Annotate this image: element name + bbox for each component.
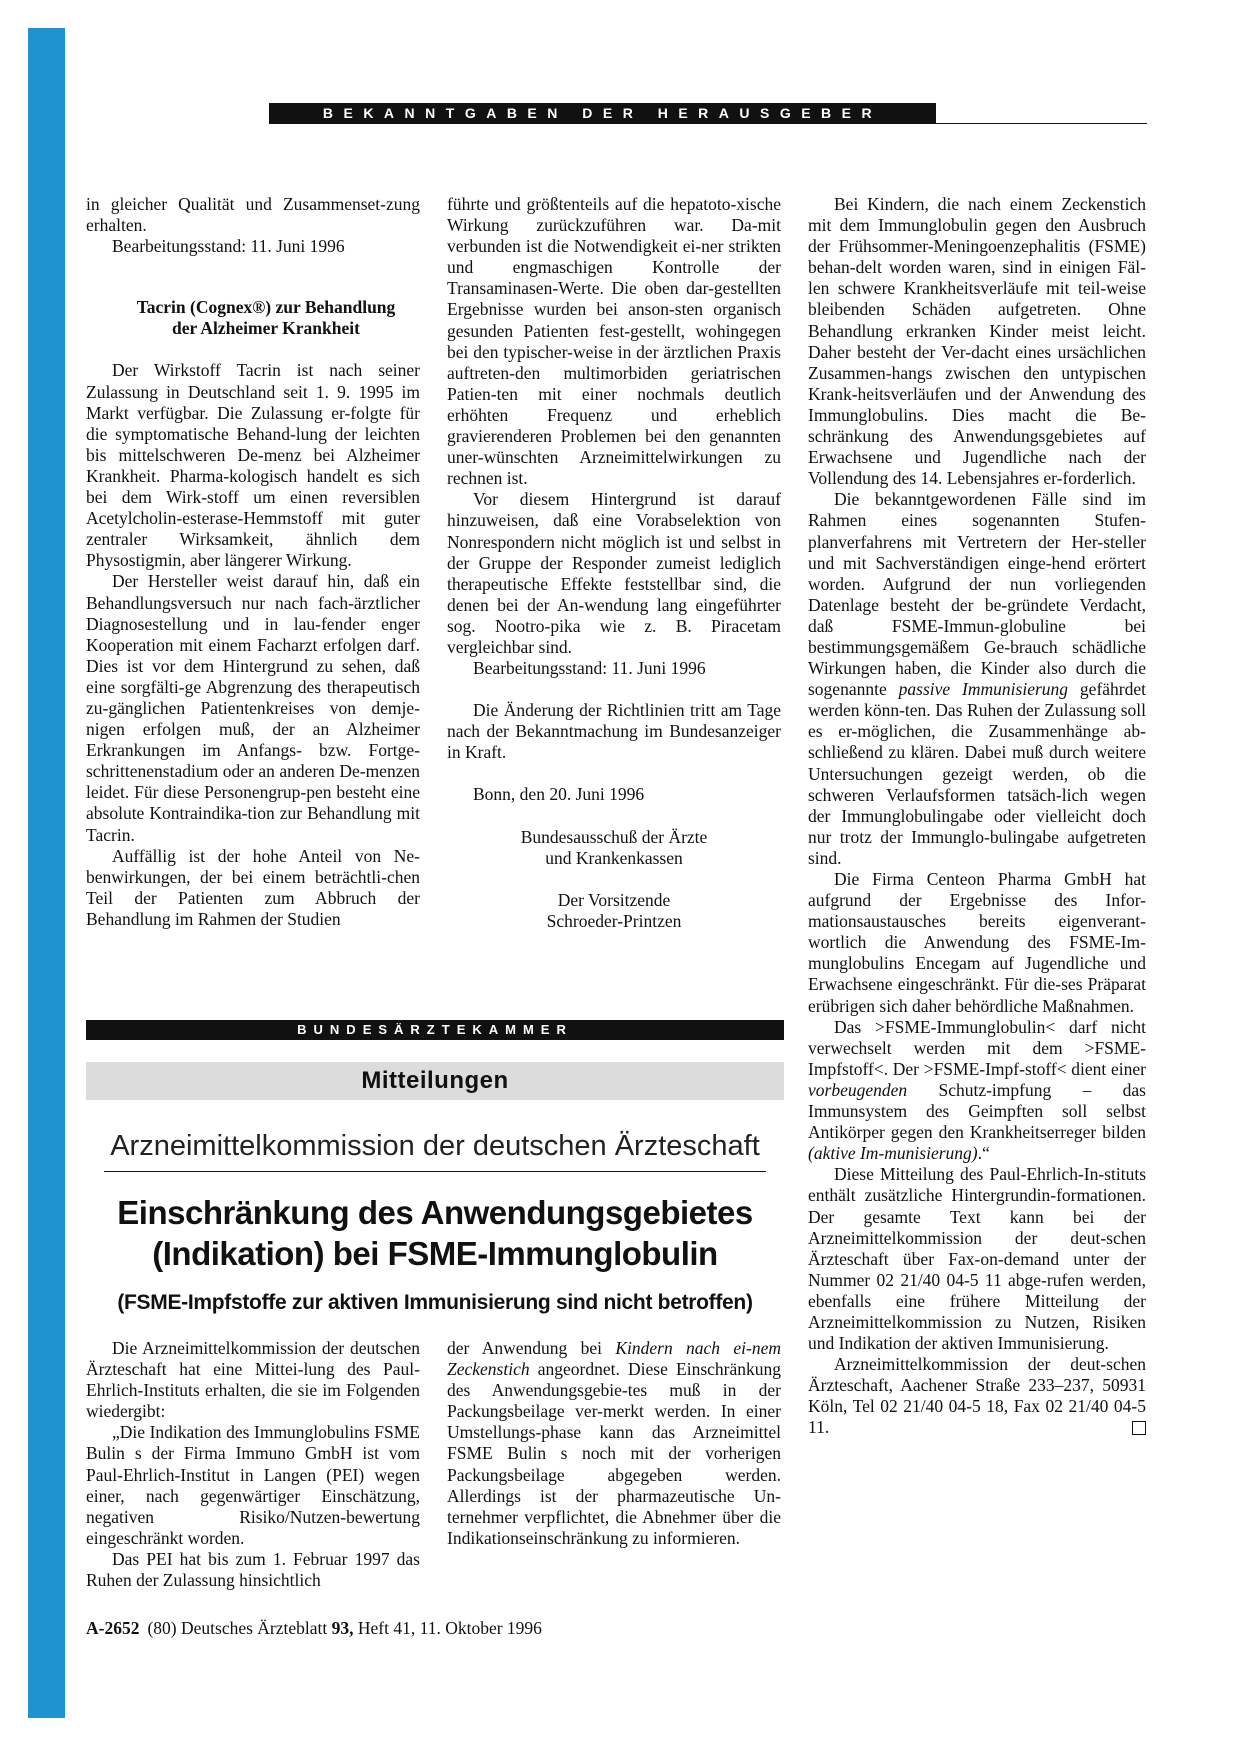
section-title-tacrin: Tacrin (Cognex®) zur Behandlung der Alzheimer Krankheit	[136, 297, 396, 339]
paragraph: Die Firma Centeon Pharma GmbH hat aufgrund der Ergebnisse des Infor-mationsaustausches bereits eigenverant-wortlich die Anwendung des FSME-Im-munglobulins Encegam auf Jugendliche und Erwachsene eingeschränkt. Für die-ses Präparat erübrigen sich daher behördliche Maßnahmen.	[808, 869, 1146, 1016]
signature-line: Schroeder-Printzen	[546, 910, 682, 931]
text-run: .“	[977, 1143, 990, 1164]
footer-text: (80) Deutsches Ärzteblatt	[147, 1618, 332, 1638]
header-band: BEKANNTGABEN DER HERAUSGEBER	[269, 103, 936, 124]
paragraph: in gleicher Qualität und Zusammenset-zung erhalten.	[86, 194, 420, 236]
paragraph: Die Änderung der Richtlinien tritt am Tage nach der Bekanntmachung im Bundesanzeiger in Kraft.	[447, 700, 781, 763]
paragraph: Diese Mitteilung des Paul-Ehrlich-In-stituts enthält zusätzliche Hintergrundin-formationen. Der gesamte Text kann bei der Arzneimittelkommission der deut-schen Ärzteschaft über Fax-on-demand unter der Nummer 02 21/40 04-5 11 abge-rufen werden, ebenfalls eine frühere Mitteilung der Arzneimittelkommission zu Nutzen, Risiken und Indikation der aktiven Immunisierung.	[808, 1164, 1146, 1354]
signature-line: und Krankenkassen	[545, 847, 683, 868]
paragraph: Der Wirkstoff Tacrin ist nach seiner Zulassung in Deutschland seit 1. 9. 1995 im Markt verfügbar. Die Zulassung er-folgte für die symptomatische Behand-lung der leichten bis mittelschweren De-menz bei Alzheimer Krankheit. Pharma-kologisch handelt es sich bei dem Wirk-stoff um einen reversiblen Acetylcholin-esterase-Hemmstoff mit guter zentraler Wirksamkeit, ähnlich dem Physostigmin, aber längerer Wirkung.	[86, 360, 420, 571]
italic-text: Kindern nach ei-nem Zeckenstich	[447, 1338, 781, 1380]
paragraph: Der Hersteller weist darauf hin, daß ein Behandlungsversuch nur nach fach-ärztlicher Diagnosestellung und in lau-fender enger Kooperation mit einem Facharzt erfolgen darf. Dies ist vor dem Hintergrund zu sehen, daß eine sorgfälti-ge Abgrenzung des therapeutisch zu-gänglichen Patientenkreises von demje-nigen erfolgen muß, der an Alzheimer Erkrankungen im Anfangs- bzw. Fortge-schrittenenstadium oder an anderen De-menzen leidet. Für diese Personengrup-pen besteht eine absolute Kontraindika-tion zur Behandlung mit Tacrin.	[86, 571, 420, 845]
paragraph: Auffällig ist der hohe Anteil von Ne-benwirkungen, der bei einem beträchtli-chen Teil der Patienten zum Abbruch der Behandlung im Rahmen der Studien	[86, 845, 420, 929]
headline-line: (Indikation) bei FSME-Immunglobulin	[152, 1235, 718, 1272]
text-run: angeordnet. Diese Einschränkung des Anwendungsgebie-tes muß in der Packungsbeilage ver-merkt werden. In einer Umstellungs-phase kann das Arzneimittel FSME Bulin s noch mit der vorherigen Packungsbeilage abgegeben werden. Allerdings ist der pharmazeutische Un-ternehmer verpflichtet, die Abnehmer über die Indikationseinschränkung zu informieren.	[447, 1359, 781, 1548]
page-number: A-2652	[86, 1618, 140, 1638]
paragraph: Das PEI hat bis zum 1. Februar 1997 das Ruhen der Zulassung hinsichtlich	[86, 1548, 420, 1591]
italic-text: (aktive Im-munisierung)	[808, 1143, 978, 1164]
paragraph	[808, 1354, 1146, 1438]
date-line: Bonn, den 20. Juni 1996	[473, 784, 645, 805]
bundesaerztekammer-band: BUNDESÄRZTEKAMMER	[86, 1020, 784, 1040]
paragraph: Bearbeitungsstand: 11. Juni 1996	[112, 236, 345, 257]
italic-text: vorbeugenden	[808, 1079, 908, 1100]
footer-volume: 93,	[331, 1618, 354, 1638]
paragraph: Die Arzneimittelkommission der deutschen Ärzteschaft hat eine Mittei-lung des Paul-Ehrlich-Instituts erhalten, die sie im Folgenden wiedergibt:	[86, 1338, 420, 1422]
lower-column-1	[86, 1338, 420, 1591]
text-run: Die bekanntgewordenen Fälle sind im Rahmen eines sogenannten Stufen-planverfahrens mit Vertretern der Her-steller und mit Sachverständigen einge-hend erörtert worden. Aufgrund der nun vorliegenden Datenlage besteht der be-gründete Verdacht, daß FSME-Immun-globuline bei bestimmungsgemäßem Ge-brauch schädliche Wirkungen haben, die Kinder also durch die sogenannte	[808, 489, 1146, 700]
end-of-article-icon	[1132, 1421, 1146, 1435]
text-run: Schutz-impfung – das Immunsystem des Geimpften soll selbst Antikörper gegen den Krankheitserreger bilden	[808, 1079, 1146, 1143]
column-3	[808, 194, 1146, 1439]
text-run: Das >FSME-Immunglobulin< darf nicht verwechselt werden mit dem >FSME-Impfstoff<. Der >FSME-Impf-stoff< dient einer	[808, 1016, 1146, 1079]
paragraph: „Die Indikation des Immunglobulins FSME Bulin s der Firma Immuno GmbH ist vom Paul-Ehrlich-Institut in Langen (PEI) wegen einer, nach gegenwärtiger Einschätzung, negativen Risiko/Nutzen-bewertung eingeschränkt worden.	[86, 1422, 420, 1548]
headline-line: Einschränkung des Anwendungsgebietes	[117, 1194, 753, 1231]
column-1	[86, 194, 420, 930]
lower-column-2	[447, 1338, 781, 1549]
side-color-bar	[28, 28, 65, 1718]
signature-line: Der Vorsitzende	[557, 889, 671, 910]
commission-heading: Arzneimittelkommission der deutschen Ärzteschaft	[110, 1130, 760, 1162]
text-run: gefährdet werden könn-ten. Das Ruhen der Zulassung soll es er-möglichen, die Zusammenhänge ab-schließend zu klären. Dabei muß durch weitere Untersuchungen gezeigt werden, ob die schweren Verlaufsformen tatsäch-lich wegen der Immunglobulingabe oder vielleicht doch nur trotz der Immunglo-bulingabe aufgetreten sind.	[808, 679, 1147, 868]
paragraph	[808, 489, 1146, 869]
heading-rule	[104, 1171, 766, 1172]
paragraph: Bei Kindern, die nach einem Zeckenstich mit dem Immunglobulin gegen den Ausbruch der Frühsommer-Meningoenzephalitis (FSME) behan-delt worden waren, sind in einigen Fäl-len schwere Krankheitsverläufe mit teil-weise bleibenden Schäden aufgetreten. Ohne Behandlung erkranken Kinder meist leicht. Daher besteht der Ver-dacht eines ursächlichen Zusammen-hangs zwischen den untypischen Krank-heitsverläufen und der Anwendung des Immunglobulins. Dies macht die Be-schränkung des Anwendungsgebietes auf Erwachsene und Jugendliche nach der Vollendung des 14. Lebensjahres er-forderlich.	[808, 194, 1146, 489]
mitteilungen-band: Mitteilungen	[86, 1062, 784, 1100]
signature-line: Bundesausschuß der Ärzte	[520, 826, 708, 847]
text-run: Arzneimittelkommission der deut-schen Ärzteschaft, Aachener Straße 233–237, 50931 Köln, Tel 02 21/40 04-5 18, Fax 02 21/40 04-5 11.	[808, 1354, 1146, 1438]
paragraph: Vor diesem Hintergrund ist darauf hinzuweisen, daß eine Vorabselektion von Nonrespondern nicht möglich ist und selbst in der Gruppe der Responder zumeist lediglich therapeutische Effekte feststellbar sind, die denen bei der An-wendung lang eingeführter sog. Nootro-pika wie z. B. Piracetam vergleichbar sind.	[447, 489, 781, 657]
italic-text: passive Immunisierung	[898, 679, 1069, 700]
article-subheadline: (FSME-Impfstoffe zur aktiven Immunisierung sind nicht betroffen)	[117, 1291, 753, 1314]
paragraph	[808, 1017, 1146, 1165]
footer-text: Heft 41, 11. Oktober 1996	[353, 1618, 542, 1638]
paragraph: führte und größtenteils auf die hepatoto-xische Wirkung zurückzuführen war. Da-mit verbunden ist die Notwendigkeit ei-ner strikten und engmaschigen Kontrolle der Transaminasen-Werte. Die oben dar-gestellten Ergebnisse wurden bei anson-sten organisch gesunden Patienten fest-gestellt, wohingegen bei den typischer-weise in der ärztlichen Praxis auftreten-den multimorbiden geriatrischen Patien-ten mit einer nochmals deutlich erhöhten Frequenz und erheblich gravierenderen Problemen bei den genannten uner-wünschten Arzneimittelwirkungen zu rechnen ist.	[447, 194, 781, 489]
text-run: der Anwendung bei	[447, 1338, 616, 1358]
page-footer	[86, 1617, 542, 1639]
column-2	[447, 194, 781, 932]
header-rule	[936, 123, 1147, 124]
paragraph: Bearbeitungsstand: 11. Juni 1996	[473, 658, 706, 679]
paragraph	[447, 1338, 781, 1549]
article-headline	[86, 1192, 784, 1274]
